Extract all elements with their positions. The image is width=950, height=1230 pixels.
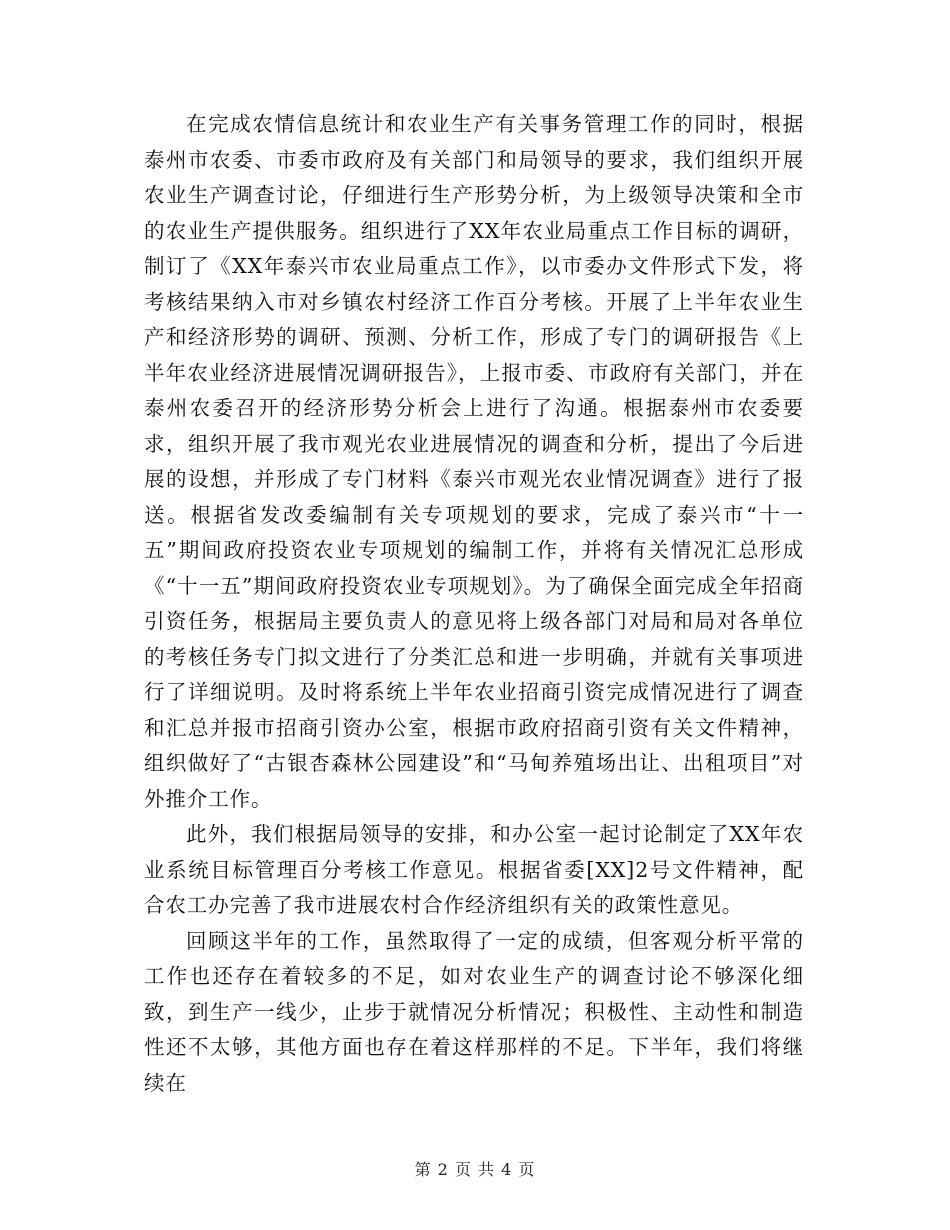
page-number-footer: 第 2 页 共 4 页 <box>414 1160 536 1179</box>
paragraph-review: 回顾这半年的工作，虽然取得了一定的成绩，但客观分析平常的工作也还存在着较多的不足，如对农业生产的调查讨论不够深化细致，到生产一线少，止步于就情况分析情况；积极性、主动性和制造性还不太够，其他方面也存在着这样那样的不足。下半年，我们将继续在 <box>144 928 804 1095</box>
paragraph-additional-work: 此外，我们根据局领导的安排，和办公室一起讨论制定了XX年农业系统目标管理百分考核工作意见。根据省委[XX]2号文件精神，配合农工办完善了我市进展农村合作经济组织有关的政策性意见。 <box>144 822 804 917</box>
paragraph-work-summary: 在完成农情信息统计和农业生产有关事务管理工作的同时，根据泰州市农委、市委市政府及有关部门和局领导的要求，我们组织开展农业生产调查讨论，仔细进行生产形势分析，为上级领导决策和全市的农业生产提供服务。组织进行了XX年农业局重点工作目标的调研，制订了《XX年泰兴市农业局重点工作》，以市委办文件形式下发，将考核结果纳入市对乡镇农村经济工作百分考核。开展了上半年农业生产和经济形势的调研、预测、分析工作，形成了专门的调研报告《上半年农业经济进展情况调研报告》，上报市委、市政府有关部门，并在泰州农委召开的经济形势分析会上进行了沟通。根据泰州市农委要求，组织开展了我市观光农业进展情况的调查和分析，提出了今后进展的设想，并形成了专门材料《泰兴市观光农业情况调查》进行了报送。根据省发改委编制有关专项规划的要求，完成了泰兴市“十一五”期间政府投资农业专项规划的编制工作，并将有关情况汇总形成《“十一五”期间政府投资农业专项规划》。为了确保全面完成全年招商引资任务，根据局主要负责人的意见将上级各部门对局和局对各单位的考核任务专门拟文进行了分类汇总和进一步明确，并就有关事项进行了详细说明。及时将系统上半年农业招商引资完成情况进行了调查和汇总并报市招商引资办公室，根据市政府招商引资有关文件精神，组织做好了“古银杏森林公园建设”和“马甸养殖场出让、出租项目”对外推介工作。 <box>144 112 804 811</box>
document-body <box>144 107 804 1101</box>
